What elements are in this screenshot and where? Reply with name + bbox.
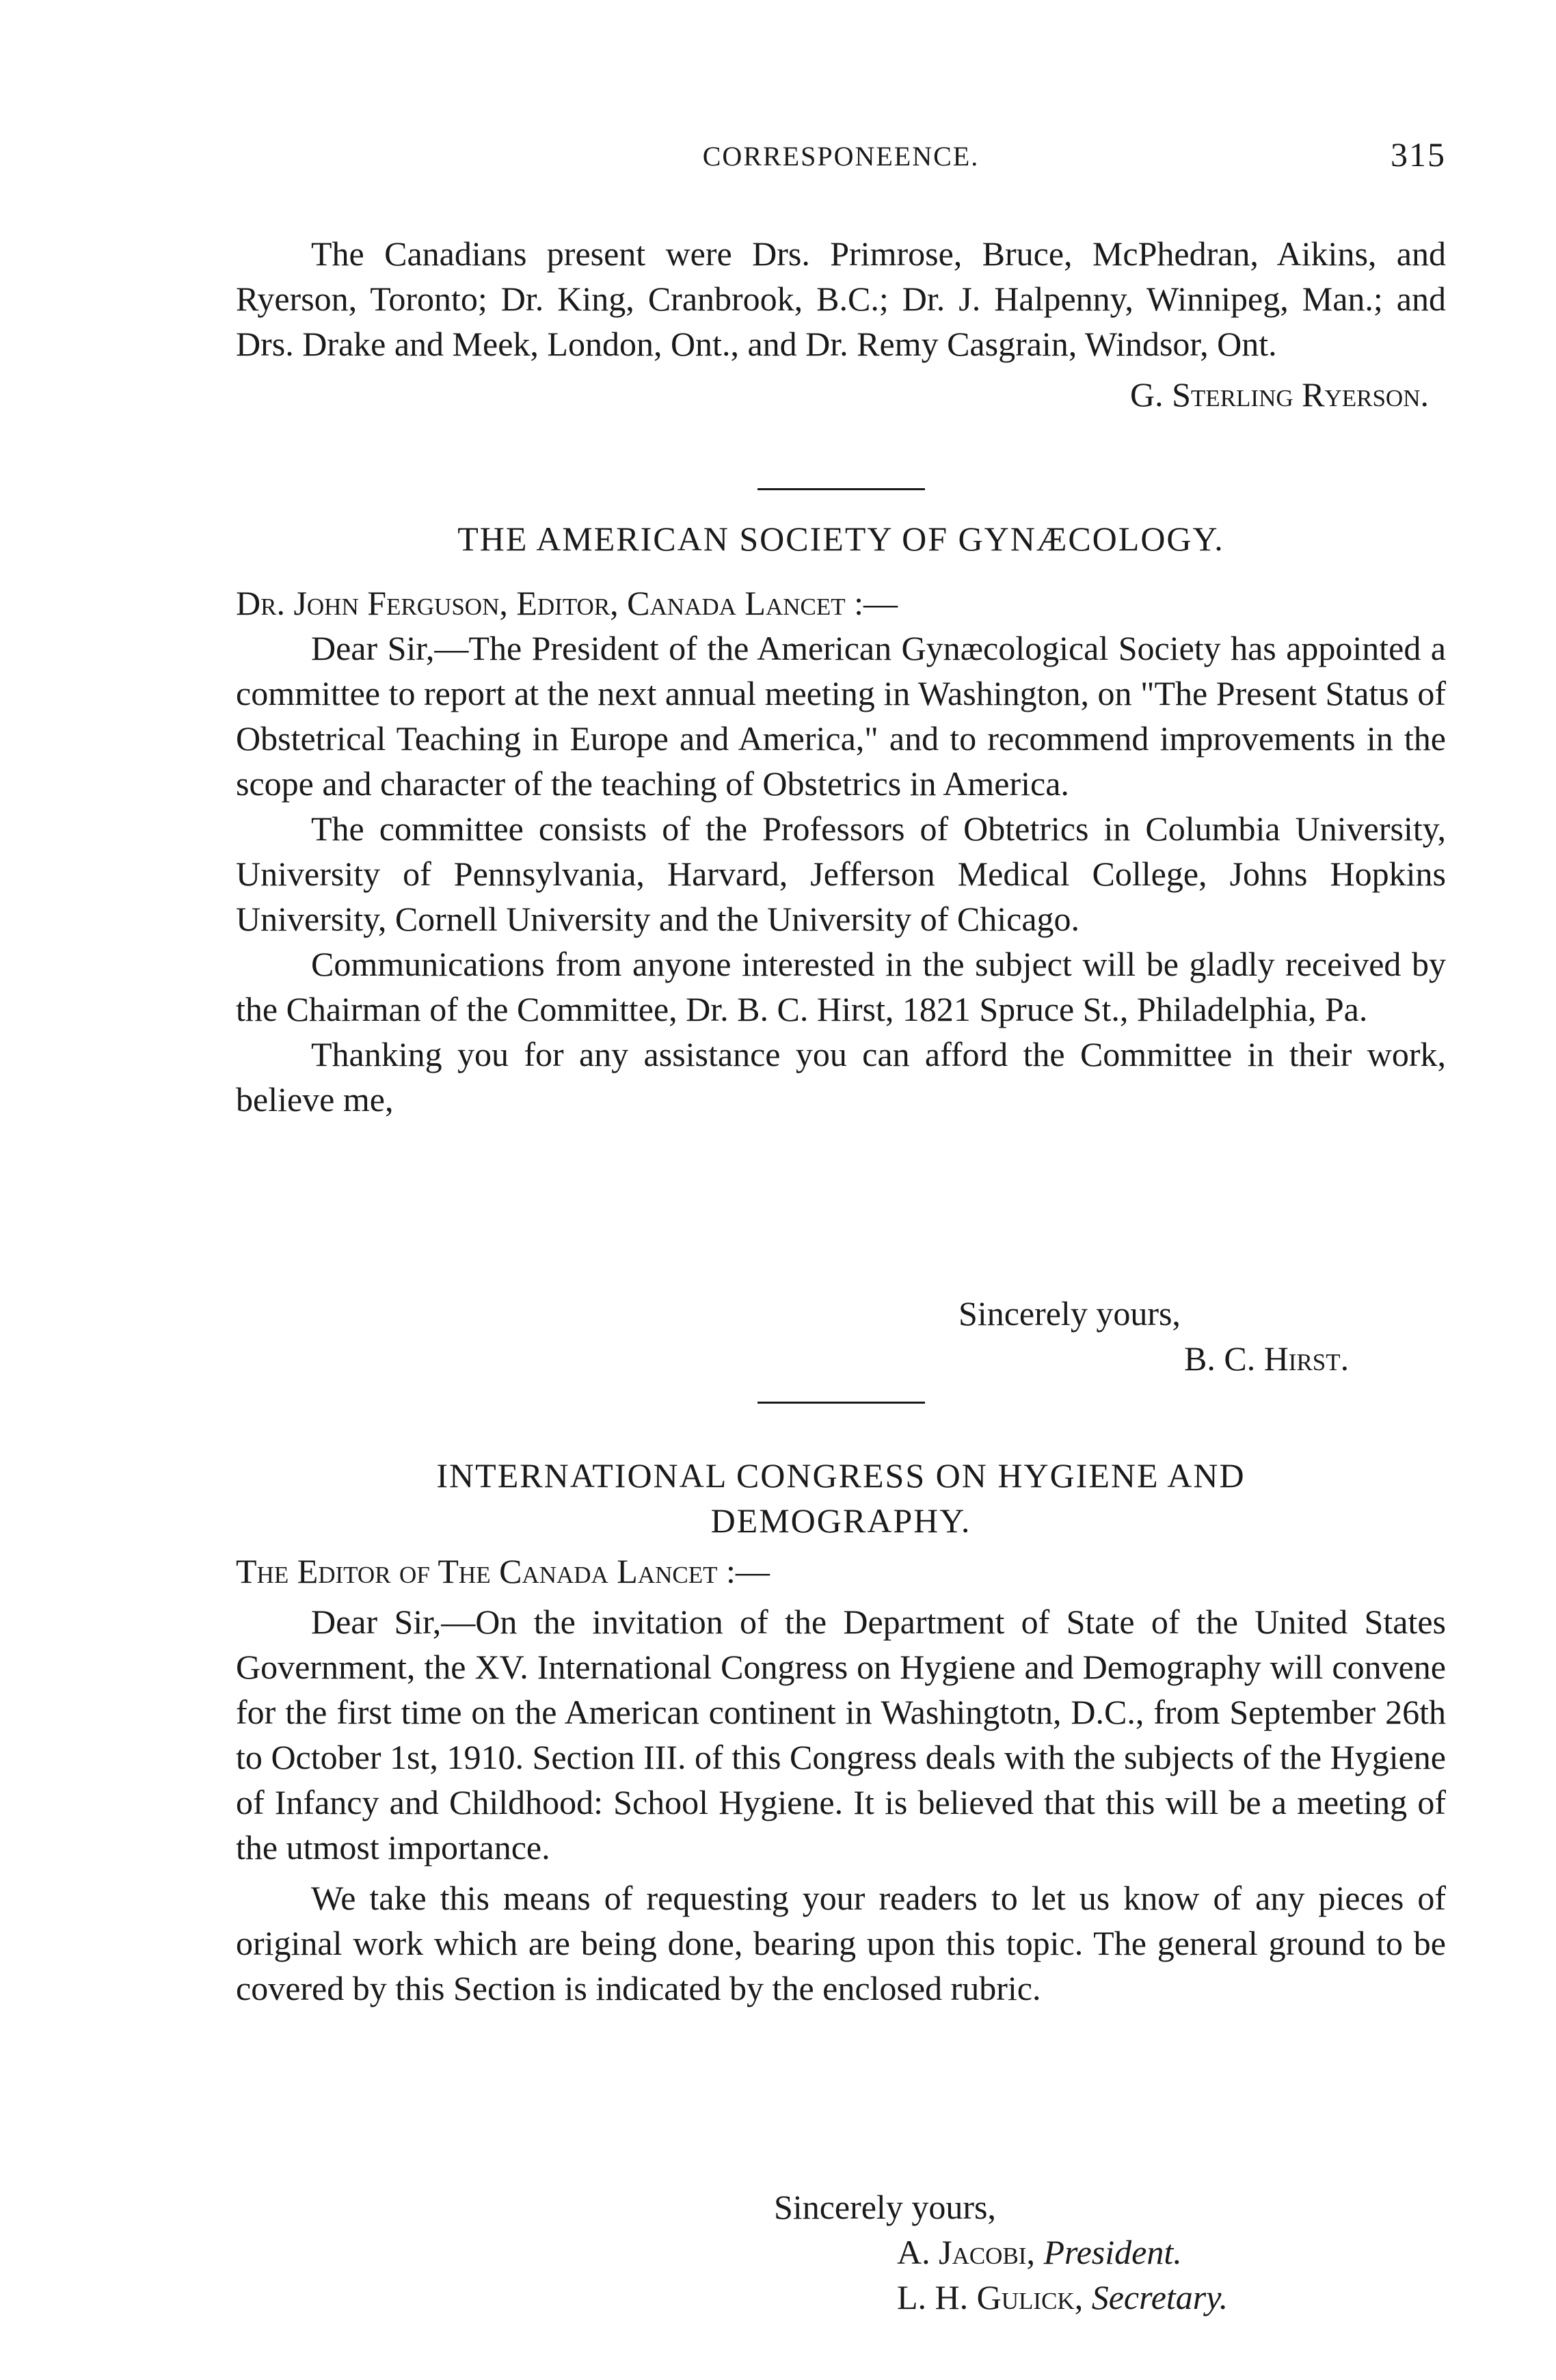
paragraph-gyn-2: The committee consists of the Professors of Obtetrics in Columbia University, University of Pennsylvania, Harvard, Jefferson Medical College, Johns Hopkins University, Cornell University and the University of Chicago.: [236, 810, 1446, 938]
section-heading-hygiene-2: DEMOGRAPHY.: [710, 1501, 971, 1540]
rule: [757, 1402, 925, 1404]
page-number: 315: [1391, 135, 1446, 174]
paragraph-canadians: The Canadians present were Drs. Primrose, Bruce, McPhedran, Aikins, and Ryerson, Toronto; Dr. King, Cranbrook, B.C.; Dr. J. Halpenny, Winnipeg, Man.; and Drs. Drake and Meek, London, Ont., and Dr. Remy Casgrain, Windsor, Ont.: [236, 235, 1446, 363]
paragraph-gyn-1: Dear Sir,—The President of the American Gynæcological Society has appointed a committee to report at the next annual meeting in Washington, on "The Present Status of Obstetrical Teaching in Europe and America," and to recommend improvements in the scope and character of the teaching of Obstetrics in America.: [236, 629, 1446, 803]
rule: [757, 488, 925, 490]
section-canadians: [236, 231, 1446, 417]
salutation-editor: The Editor of The Canada Lancet :—: [236, 1552, 770, 1590]
signer-name-jacobi: A. Jacobi,: [897, 2233, 1035, 2271]
running-head: [236, 135, 1446, 181]
signature-gulick: [897, 2275, 1228, 2320]
paragraph-gyn-4: Thanking you for any assistance you can afford the Committee in their work, believe me,: [236, 1035, 1446, 1119]
section-heading-hygiene-1: INTERNATIONAL CONGRESS ON HYGIENE AND: [436, 1456, 1246, 1495]
paragraph-hyg-1: Dear Sir,—On the invitation of the Department of State of the United States Government, the XV. International Congress on Hygiene and Demography will convene for the first time on the American continent in Washingtotn, D.C., from September 26th to October 1st, 1910. Section III. of this Congress deals with the subjects of the Hygiene of Infancy and Childhood: School Hygiene. It is believed that this will be a meeting of the utmost importance.: [236, 1603, 1446, 1867]
signature-jacobi: [897, 2230, 1182, 2275]
signature-hirst: B. C. Hirst.: [1184, 1339, 1350, 1378]
divider-1: [236, 488, 1446, 490]
paragraph-gyn-3: Communications from anyone interested in the subject will be gladly received by the Chairman of the Committee, Dr. B. C. Hirst, 1821 Spruce St., Philadelphia, Pa.: [236, 945, 1446, 1028]
section-heading-gynaecology: THE AMERICAN SOCIETY OF GYNÆCOLOGY.: [457, 520, 1224, 558]
signer-name-gulick: L. H. Gulick,: [897, 2278, 1084, 2316]
signature-ryerson: G. Sterling Ryerson.: [1130, 375, 1429, 414]
section-hygiene: [236, 1453, 1446, 2011]
running-title: CORRESPONEENCE.: [702, 141, 980, 172]
signer-title-president: President.: [1043, 2233, 1182, 2271]
divider-2: [236, 1402, 1446, 1404]
closing-hirst: Sincerely yours,: [958, 1294, 1181, 1333]
section-gynaecology: [236, 516, 1446, 1122]
closing-congress: Sincerely yours,: [774, 2188, 996, 2226]
salutation-ferguson: Dr. John Ferguson, Editor, Canada Lancet :—: [236, 584, 898, 622]
paragraph-hyg-2: We take this means of requesting your readers to let us know of any pieces of original work which are being done, bearing upon this topic. The general ground to be covered by this Section is indicated by the enclosed rubric.: [236, 1879, 1446, 2007]
signer-title-secretary: Secretary.: [1091, 2278, 1229, 2316]
